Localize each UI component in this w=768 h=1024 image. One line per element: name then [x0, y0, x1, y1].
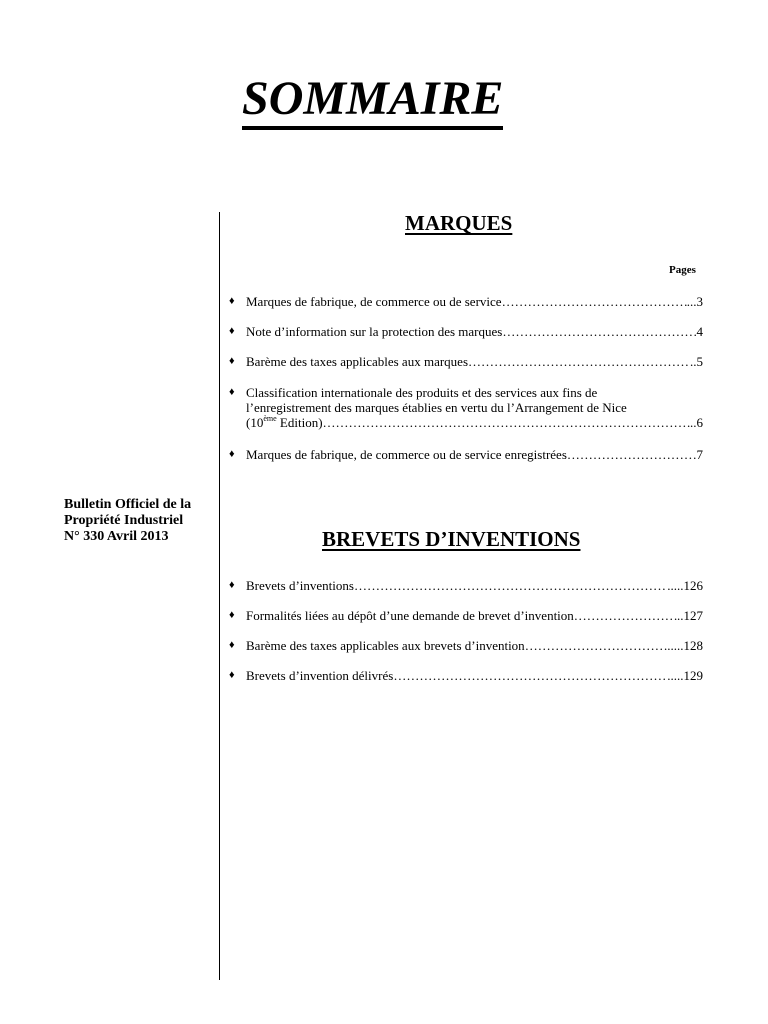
- dot-leader: [393, 668, 667, 683]
- publication-line: Propriété Industriel: [64, 513, 184, 528]
- toc-entry-text: Marques de fabrique, de commerce ou de service enregistrées: [246, 447, 567, 462]
- toc-entry-text: Note d’information sur la protection des marques: [246, 324, 503, 339]
- toc-entry-page: 5: [696, 354, 703, 369]
- toc-entry-page: 4: [696, 324, 703, 339]
- dot-leader: [567, 447, 697, 462]
- dot-leader-end: .....: [667, 578, 684, 593]
- toc-entry[interactable]: [229, 385, 703, 430]
- toc-entry[interactable]: [229, 294, 703, 309]
- dot-leader: [525, 638, 668, 653]
- diamond-bullet-icon: ♦: [229, 448, 235, 460]
- toc-entry[interactable]: [229, 354, 703, 369]
- toc-entry-text: Marques de fabrique, de commerce ou de service: [246, 294, 502, 309]
- toc-entry-text: Brevets d’invention délivrés: [246, 668, 394, 683]
- toc-entry-page: 7: [696, 447, 703, 462]
- diamond-bullet-icon: ♦: [229, 579, 235, 591]
- publication-info: [64, 497, 214, 545]
- dot-leader: [323, 415, 690, 430]
- toc-entry-text: (10: [246, 415, 264, 430]
- dot-leader-end: .....: [667, 638, 684, 653]
- diamond-bullet-icon: ♦: [229, 669, 235, 681]
- toc-entry[interactable]: [229, 447, 703, 462]
- dot-leader: [502, 324, 696, 339]
- toc-entry[interactable]: [229, 578, 703, 593]
- toc-entry-page: 3: [696, 294, 703, 309]
- toc-entry-text: Barème des taxes applicables aux brevets d’invention: [246, 638, 525, 653]
- dot-leader: [468, 354, 690, 369]
- diamond-bullet-icon: ♦: [229, 609, 235, 621]
- toc-entry-text: Classification internationale des produits et des services aux fins de: [246, 385, 598, 400]
- diamond-bullet-icon: ♦: [229, 355, 235, 367]
- publication-line: N° 330 Avril 2013: [64, 529, 169, 544]
- diamond-bullet-icon: ♦: [229, 295, 235, 307]
- toc-entry-page: 6: [696, 415, 703, 430]
- dot-leader: [574, 608, 677, 623]
- toc-entry[interactable]: [229, 668, 703, 683]
- toc-entry[interactable]: [229, 324, 703, 339]
- diamond-bullet-icon: ♦: [229, 386, 235, 398]
- toc-entry-superscript: ème: [263, 414, 277, 423]
- toc-entry-page: 127: [683, 608, 703, 623]
- dot-leader-end: ..: [690, 415, 697, 430]
- dot-leader-end: ...: [686, 294, 697, 309]
- diamond-bullet-icon: ♦: [229, 639, 235, 651]
- diamond-bullet-icon: ♦: [229, 325, 235, 337]
- dot-leader: [502, 294, 687, 309]
- toc-entry-text: Barème des taxes applicables aux marques: [246, 354, 468, 369]
- toc-entry-text: Brevets d’inventions: [246, 578, 354, 593]
- toc-entry-text: l’enregistrement des marques établies en vertu du l’Arrangement de Nice: [246, 400, 627, 415]
- toc-entry-text: Edition): [276, 415, 323, 430]
- toc-entry[interactable]: [229, 608, 703, 623]
- dot-leader: [354, 578, 667, 593]
- pages-column-label: Pages: [669, 264, 696, 276]
- page-title: SOMMAIRE: [242, 72, 503, 130]
- toc-entry-page: 126: [683, 578, 703, 593]
- toc-entry-text: Formalités liées au dépôt d’une demande de brevet d’invention: [246, 608, 574, 623]
- toc-entry[interactable]: [229, 638, 703, 653]
- publication-line: Bulletin Officiel de la: [64, 497, 192, 512]
- vertical-divider: [219, 212, 220, 980]
- dot-leader-end: ..: [690, 354, 697, 369]
- dot-leader-end: ..: [677, 608, 684, 623]
- section-heading-brevets: BREVETS D’INVENTIONS: [322, 527, 581, 551]
- section-heading-marques: MARQUES: [405, 211, 513, 235]
- toc-entry-page: 129: [683, 668, 703, 683]
- dot-leader-end: .....: [667, 668, 684, 683]
- toc-entry-page: 128: [683, 638, 703, 653]
